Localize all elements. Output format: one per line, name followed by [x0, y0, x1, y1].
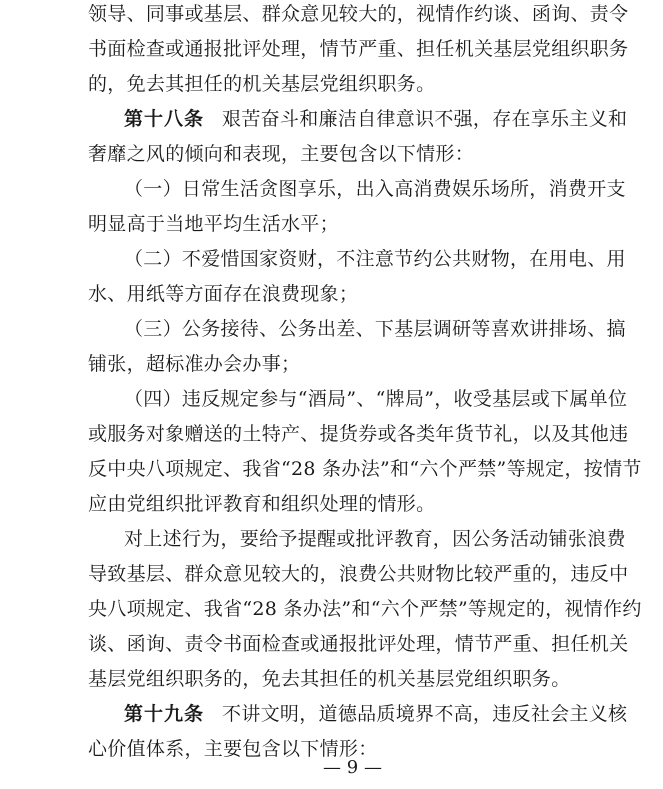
text-line: （一）日常生活贪图享乐，出入高消费娱乐场所，消费开支 [124, 178, 626, 200]
text-line: 应由党组织批评教育和组织处理的情形。 [88, 493, 436, 515]
text-line: 水、用纸等方面存在浪费现象； [88, 283, 359, 305]
text-line: （二）不爱惜国家资财，不注意节约公共财物，在用电、用 [124, 248, 626, 270]
article-19-heading-line [124, 702, 627, 726]
text-line: 铺张，超标准办会办事； [88, 353, 301, 375]
text-line: 书面检查或通报批评处理，情节严重、担任机关基层党组织职务 [88, 38, 629, 60]
article-18-heading-line [124, 107, 627, 131]
text-line: 心价值体系，主要包含以下情形： [88, 738, 378, 760]
text-line: 央八项规定、我省“28 条办法”和“六个严禁”等规定的，视情作约 [88, 598, 642, 620]
text-line: 的，免去其担任的机关基层党组织职务。 [88, 73, 436, 95]
text-line: （四）违反规定参与“酒局”、“牌局”，收受基层或下属单位 [124, 388, 628, 410]
text-line: 导致基层、群众意见较大的，浪费公共财物比较严重的，违反中 [88, 563, 629, 585]
text-line: 奢靡之风的倾向和表现，主要包含以下情形： [88, 143, 475, 165]
text-line: 明显高于当地平均生活水平； [88, 213, 339, 235]
article-18-label: 第十八条 [124, 108, 205, 130]
article-19-label: 第十九条 [124, 703, 205, 725]
text-line: 艰苦奋斗和廉洁自律意识不强，存在享乐主义和 [222, 108, 628, 130]
page-number [0, 757, 663, 779]
text-line: 基层党组织职务的，免去其担任的机关基层党组织职务。 [88, 668, 571, 690]
text-line: （三）公务接待、公务出差、下基层调研等喜欢讲排场、搞 [124, 318, 626, 340]
text-line: 对上述行为，要给予提醒或批评教育，因公务活动铺张浪费 [124, 528, 626, 550]
page-number-text: — 9 — [323, 757, 382, 778]
text-line: 领导、同事或基层、群众意见较大的，视情作约谈、函询、责令 [88, 3, 629, 25]
text-line: 反中央八项规定、我省“28 条办法”和“六个严禁”等规定，按情节 [88, 458, 642, 480]
text-line: 不讲文明，道德品质境界不高，违反社会主义核 [222, 703, 628, 725]
text-line: 或服务对象赠送的土特产、提货券或各类年货节礼，以及其他违 [88, 423, 629, 445]
text-line: 谈、函询、责令书面检查或通报批评处理，情节严重、担任机关 [88, 633, 629, 655]
